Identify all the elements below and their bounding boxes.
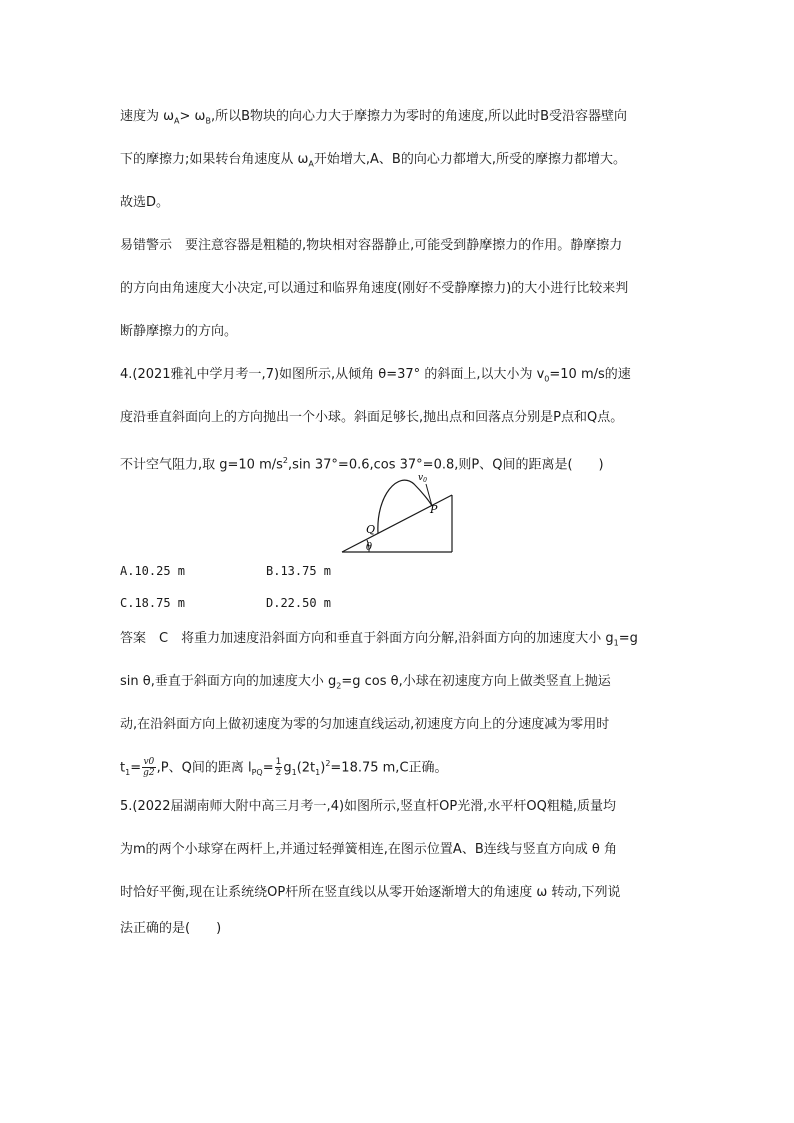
option-c[interactable]: C.18.75 m <box>120 596 186 610</box>
ans4-line1: 答案 C 将重力加速度沿斜面方向和垂直于斜面方向分解,沿斜面方向的加速度大小 $g_1=g$ <box>120 631 638 648</box>
q4-line3: 不计空气阻力,取 g=10 $m/s^2,\sin$ 37°=0.6,cos 37°=0.8,则P、Q间的距离是( ) <box>120 456 604 473</box>
q5-line2: 为m的两个小球穿在两杆上,并通过轻弹簧相连,在图示位置A、B连线与竖直方向成 θ 角 <box>120 842 617 857</box>
theta-label: θ <box>366 542 373 553</box>
fraction-v0-over-g2: $\frac{v0}{g2}$ <box>143 757 155 779</box>
sol3-line1: 速度为 $\omega_A> \omega_B$,所以B物块的向心力大于摩擦力为零时的角速度,所以此时B受沿容器壁向 <box>120 109 628 126</box>
trajectory-curve <box>378 480 432 533</box>
q5-line1: 5.(2022届湖南师大附中高三月考一,4)如图所示,竖直杆OP光滑,水平杆OQ粗糙,质量均 <box>120 799 616 814</box>
warning-line2: 的方向由角速度大小决定,可以通过和临界角速度(刚好不受静摩擦力)的大小进行比较来判 <box>120 281 629 296</box>
q5-line4: 法正确的是( ) <box>120 921 222 936</box>
ans4-line3: 动,在沿斜面方向上做初速度为零的匀加速直线运动,初速度方向上的分速度减为零用时 <box>120 717 610 732</box>
q-label: Q <box>366 523 376 536</box>
incline-figure <box>336 466 460 556</box>
p-label: P <box>430 503 438 516</box>
q4-line1: 4.(2021雅礼中学月考一,7)如图所示,从倾角 θ=37° 的斜面上,以大小为 $v_0=10$ m/s的速 <box>120 367 631 384</box>
option-d[interactable]: D.22.50 m <box>266 596 332 610</box>
ans4-line4: $t_1=$ $\frac{v0}{g2}$ ,P、Q间的距离 $l_{PQ}=$ $\frac{1}{2}$ $g_1(2t_1)^2=18.75$ m,C正确。 <box>120 757 448 779</box>
q4-line2: 度沿垂直斜面向上的方向抛出一个小球。斜面足够长,抛出点和回落点分别是P点和Q点。 <box>120 410 624 425</box>
warning-line3: 断静摩擦力的方向。 <box>120 324 238 339</box>
sol3-line2: 下的摩擦力;如果转台角速度从 $\omega_A$开始增大,A、B的向心力都增大,所受的摩擦力都增大。 <box>120 152 626 169</box>
fraction-one-half: $\frac{1}{2}$ <box>275 757 282 779</box>
v0-label: $v_0$ <box>418 473 427 484</box>
sol3-line3: 故选D。 <box>120 195 170 210</box>
option-b[interactable]: B.13.75 m <box>266 564 332 578</box>
warning-line1: 易错警示 要注意容器是粗糙的,物块相对容器静止,可能受到静摩擦力的作用。静摩擦力 <box>120 238 623 253</box>
ans4-line2: sin θ,垂直于斜面方向的加速度大小 $g_2=g$ cos θ,小球在初速度方向上做类竖直上抛运 <box>120 674 611 691</box>
option-a[interactable]: A.10.25 m <box>120 564 186 578</box>
q5-line3: 时恰好平衡,现在让系统绕OP杆所在竖直线以从零开始逐渐增大的角速度 ω 转动,下列说 <box>120 885 621 900</box>
